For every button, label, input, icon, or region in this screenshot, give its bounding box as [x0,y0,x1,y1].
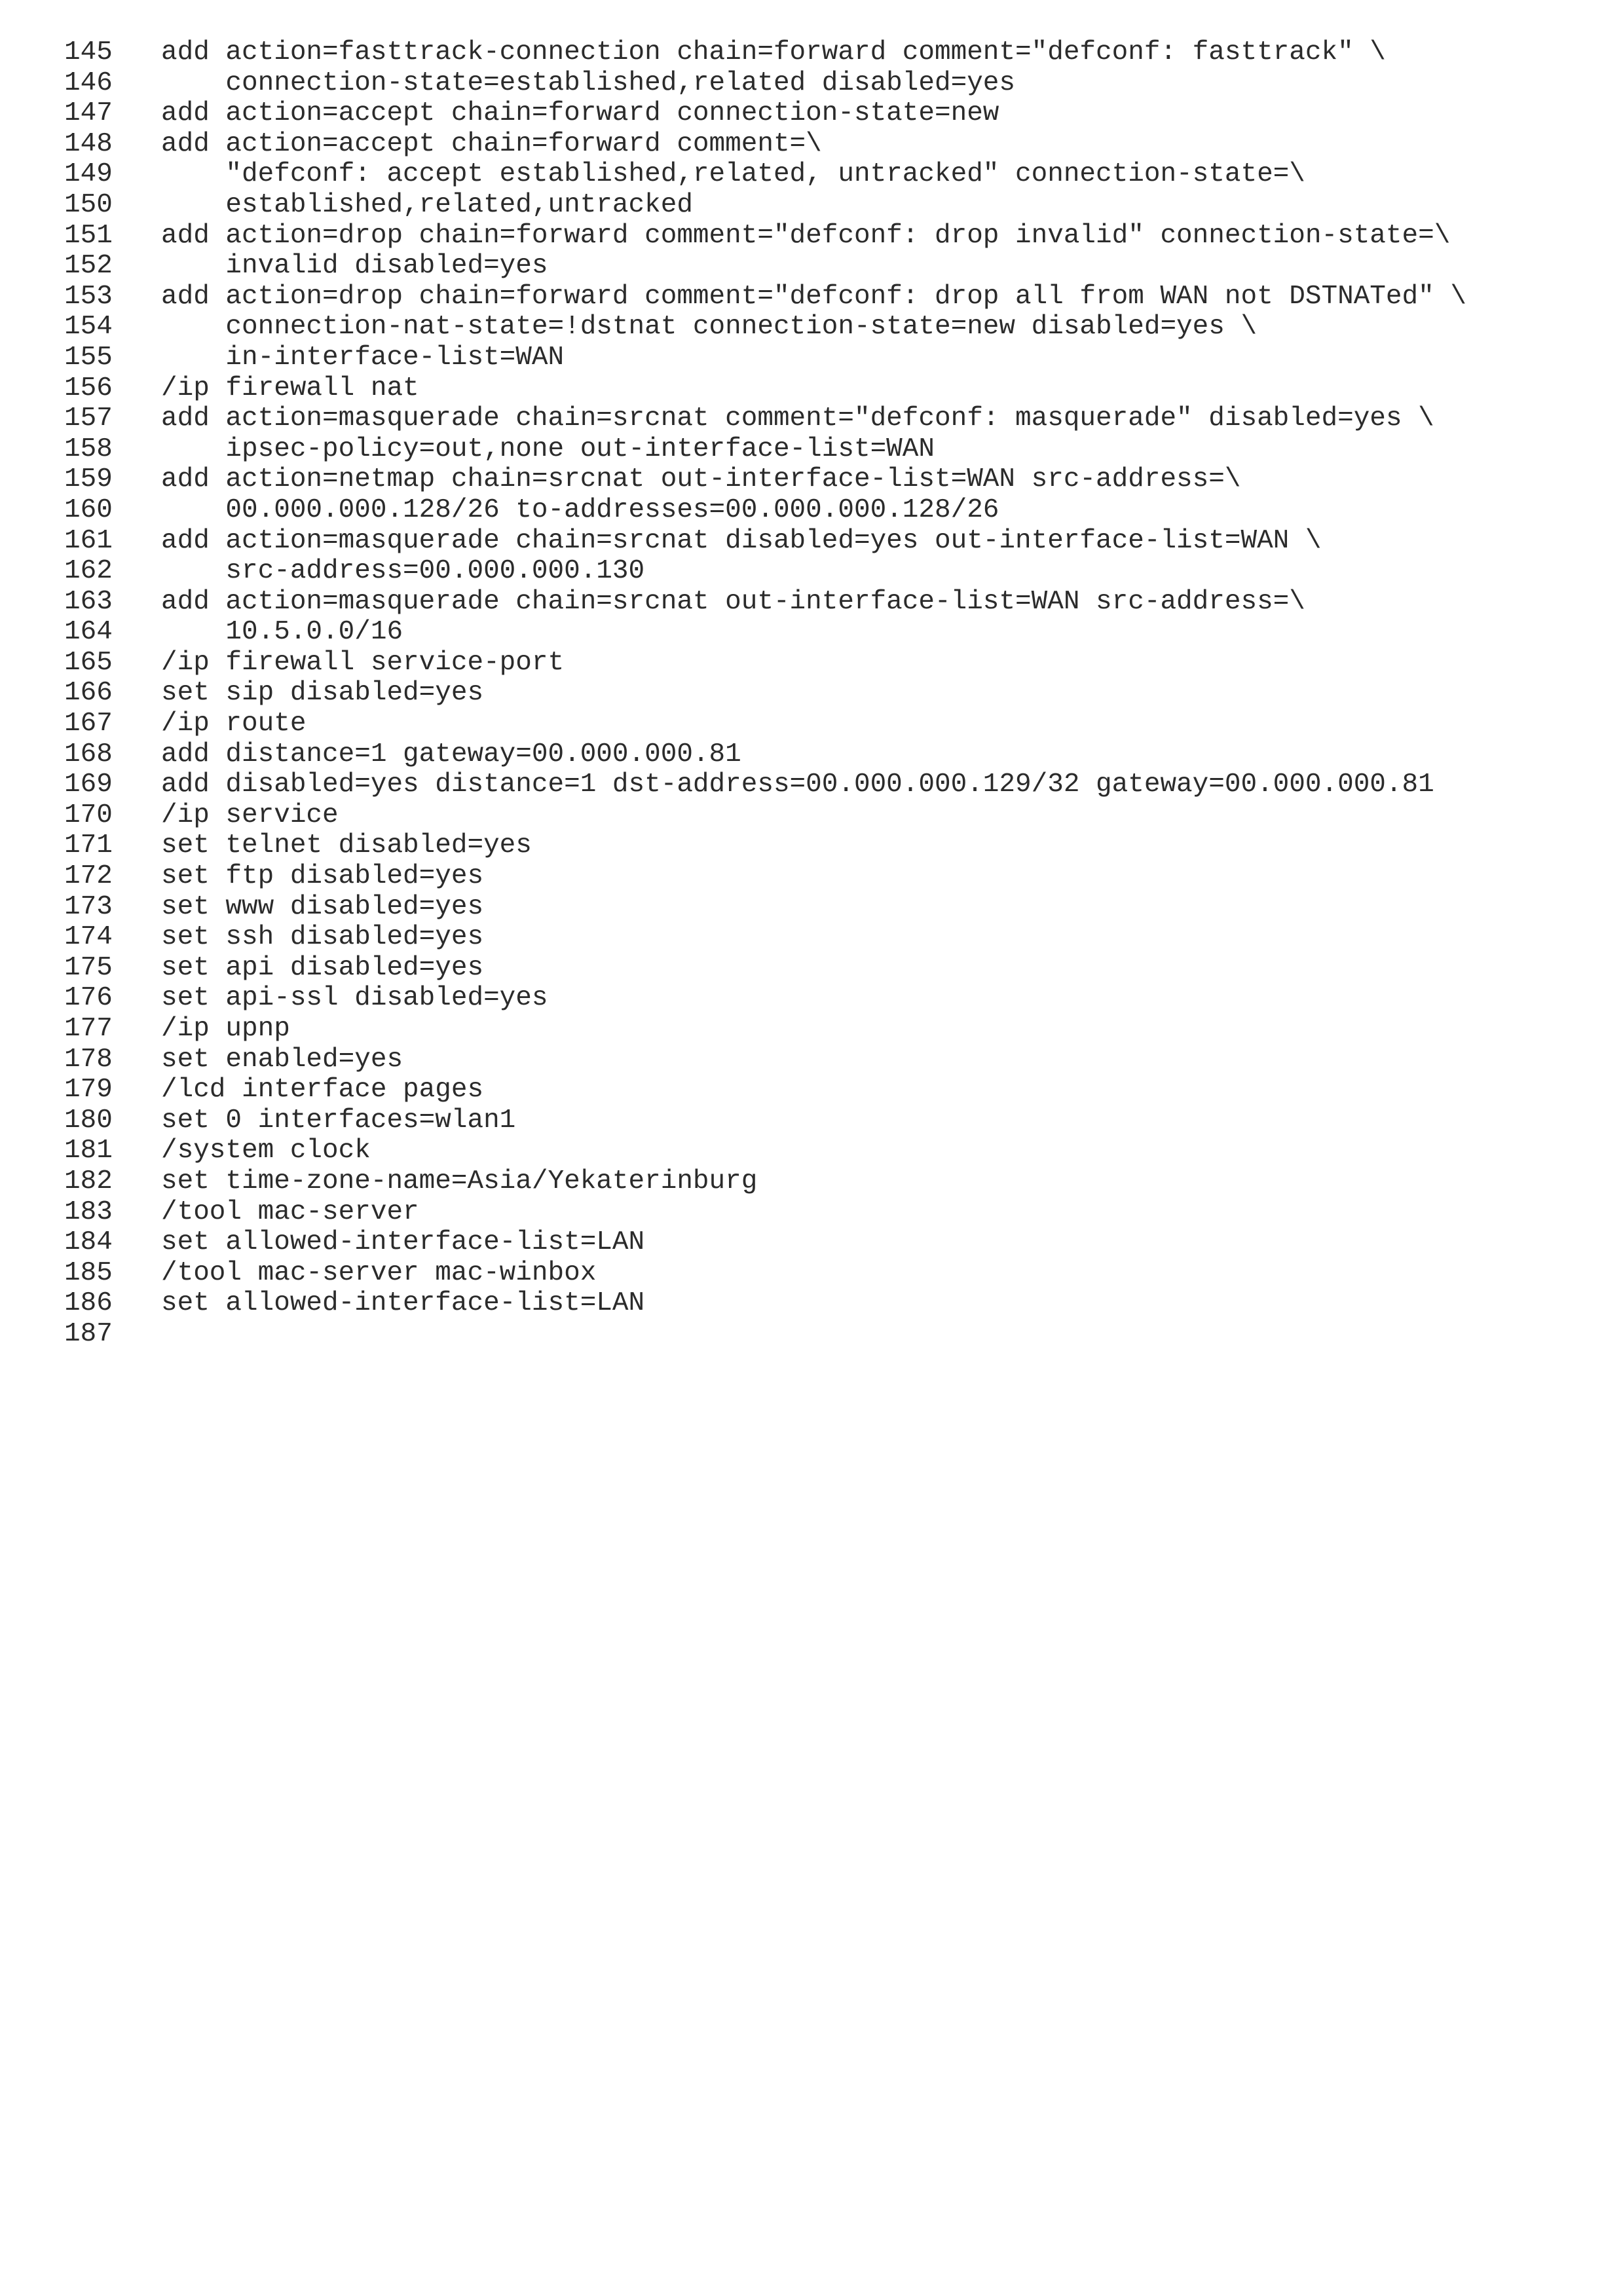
line-code: /system clock [161,1136,371,1166]
line-number: 170 [64,800,113,830]
code-line [64,464,1466,495]
line-number: 165 [64,647,113,678]
line-code: add action=drop chain=forward comment="defconf: drop invalid" connection-state=\ [161,220,1451,251]
code-line [64,648,1466,678]
code-line [64,1166,1466,1197]
line-number: 177 [64,1014,113,1044]
line-code: set api disabled=yes [161,952,484,983]
code-line [64,830,1466,861]
line-number: 148 [64,128,113,159]
code-line [64,403,1466,434]
code-line [64,861,1466,892]
line-number: 169 [64,769,113,800]
line-number: 147 [64,98,113,129]
line-code: connection-nat-state=!dstnat connection-state=new disabled=yes \ [161,312,1258,343]
code-line [64,1075,1466,1105]
code-line [64,617,1466,648]
line-number: 167 [64,709,113,739]
line-code: set 0 interfaces=wlan1 [161,1105,516,1136]
line-number: 171 [64,830,113,861]
line-number: 149 [64,159,113,190]
code-line [64,556,1466,587]
code-line [64,495,1466,526]
code-line [64,1319,1466,1350]
code-line [64,709,1466,739]
code-line [64,587,1466,618]
line-code: ipsec-policy=out,none out-interface-list=WAN [161,434,935,464]
line-code: add distance=1 gateway=00.000.000.81 [161,739,741,769]
line-number: 175 [64,952,113,983]
code-line [64,251,1466,282]
line-code: add action=masquerade chain=srcnat out-interface-list=WAN src-address=\ [161,586,1305,617]
code-line [64,1258,1466,1289]
code-listing [64,37,1466,1350]
code-line [64,221,1466,251]
line-code: add action=fasttrack-connection chain=forward comment="defconf: fasttrack" \ [161,37,1386,67]
line-code: set telnet disabled=yes [161,830,532,861]
code-line [64,129,1466,160]
line-code: /ip firewall service-port [161,647,565,678]
line-number: 155 [64,342,113,373]
line-number: 146 [64,67,113,98]
code-line [64,1045,1466,1075]
line-number: 153 [64,281,113,312]
line-code: set allowed-interface-list=LAN [161,1227,645,1258]
code-line [64,159,1466,190]
line-code: add action=masquerade chain=srcnat disabled=yes out-interface-list=WAN \ [161,525,1322,556]
line-code: set ssh disabled=yes [161,922,484,953]
code-line [64,98,1466,129]
code-line [64,434,1466,465]
code-line [64,983,1466,1014]
line-number: 157 [64,403,113,434]
code-line [64,282,1466,312]
code-line [64,1105,1466,1136]
line-number: 184 [64,1227,113,1258]
code-line [64,1136,1466,1166]
line-number: 163 [64,586,113,617]
line-code: src-address=00.000.000.130 [161,556,645,587]
line-number: 176 [64,983,113,1014]
line-code: set time-zone-name=Asia/Yekaterinburg [161,1166,758,1196]
code-line [64,190,1466,221]
line-number: 154 [64,312,113,343]
line-number: 145 [64,37,113,67]
code-line [64,343,1466,373]
line-code: /tool mac-server [161,1196,419,1227]
line-code: set allowed-interface-list=LAN [161,1288,645,1319]
code-line [64,312,1466,343]
line-number: 186 [64,1288,113,1319]
line-code: set api-ssl disabled=yes [161,983,548,1014]
code-line [64,1288,1466,1319]
line-number: 152 [64,251,113,282]
line-code: set www disabled=yes [161,891,484,922]
line-number: 166 [64,678,113,709]
line-number: 182 [64,1166,113,1196]
line-code: in-interface-list=WAN [161,342,565,373]
line-code: set enabled=yes [161,1044,403,1075]
line-code: add action=masquerade chain=srcnat comment="defconf: masquerade" disabled=yes \ [161,403,1434,434]
code-line [64,373,1466,404]
line-code: add disabled=yes distance=1 dst-address=00.000.000.129/32 gateway=00.000.000.81 [161,769,1434,800]
line-number: 164 [64,617,113,648]
line-code: add action=netmap chain=srcnat out-interface-list=WAN src-address=\ [161,464,1241,495]
line-code: add action=drop chain=forward comment="defconf: drop all from WAN not DSTNATed" \ [161,281,1466,312]
code-line [64,800,1466,831]
line-number: 156 [64,373,113,403]
code-line [64,892,1466,923]
line-code: invalid disabled=yes [161,251,548,282]
line-code: 10.5.0.0/16 [161,617,403,648]
line-code: /ip firewall nat [161,373,419,403]
line-code: /ip route [161,709,307,739]
line-number: 173 [64,891,113,922]
code-line [64,37,1466,68]
line-code: "defconf: accept established,related, untracked" connection-state=\ [161,159,1305,190]
line-number: 183 [64,1196,113,1227]
code-line [64,1197,1466,1228]
line-code: 00.000.000.128/26 to-addresses=00.000.000.128/26 [161,494,999,525]
code-line [64,678,1466,709]
line-number: 174 [64,922,113,953]
line-code: established,related,untracked [161,189,693,220]
code-line [64,526,1466,557]
line-number: 178 [64,1044,113,1075]
line-number: 161 [64,525,113,556]
code-line [64,769,1466,800]
line-number: 187 [64,1318,113,1349]
code-line [64,739,1466,770]
line-code: /ip upnp [161,1014,290,1044]
line-number: 150 [64,189,113,220]
line-number: 162 [64,556,113,587]
line-number: 151 [64,220,113,251]
line-code: /tool mac-server mac-winbox [161,1257,597,1288]
line-number: 181 [64,1136,113,1166]
line-number: 160 [64,494,113,525]
line-code: add action=accept chain=forward connection-state=new [161,98,999,129]
code-line [64,1014,1466,1045]
line-code: connection-state=established,related disabled=yes [161,67,1016,98]
line-code: add action=accept chain=forward comment=\ [161,128,822,159]
line-number: 180 [64,1105,113,1136]
code-line [64,953,1466,984]
line-number: 172 [64,861,113,892]
line-code: set ftp disabled=yes [161,861,484,892]
line-number: 158 [64,434,113,464]
line-number: 159 [64,464,113,495]
line-number: 185 [64,1257,113,1288]
line-code: /lcd interface pages [161,1075,484,1105]
code-line [64,1227,1466,1258]
line-code: /ip service [161,800,339,830]
line-number: 179 [64,1075,113,1105]
code-line [64,922,1466,953]
code-line [64,68,1466,99]
line-number: 168 [64,739,113,769]
line-code: set sip disabled=yes [161,678,484,709]
